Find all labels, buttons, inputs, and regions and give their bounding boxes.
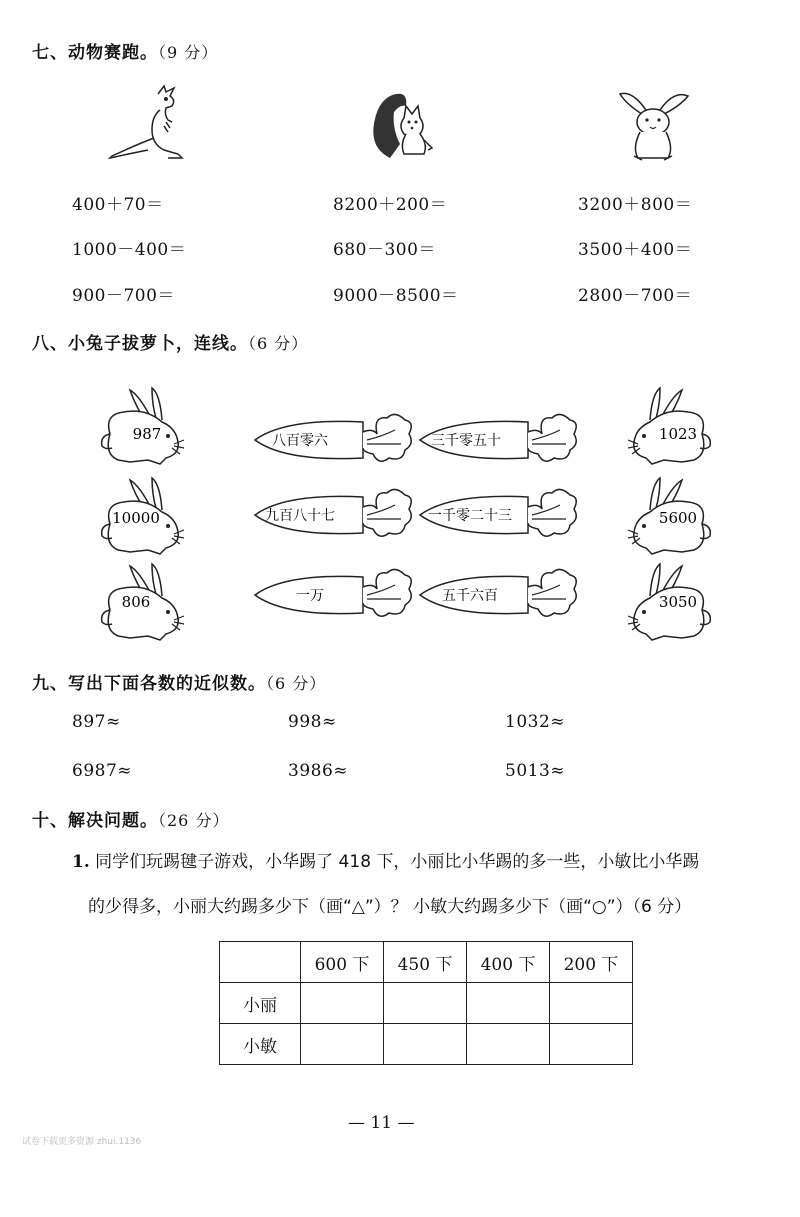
watermark: 试卷下载更多资源 zhui.1136 — [22, 1137, 142, 1147]
section-8-heading — [32, 329, 308, 354]
answer-cell[interactable] — [301, 983, 384, 1024]
equation-item: 3200＋800＝ — [578, 195, 693, 215]
equation-item: 2800－700＝ — [578, 286, 693, 306]
carrot-label: 八百零六 — [272, 433, 328, 449]
answer-cell[interactable] — [467, 983, 550, 1024]
section-7-title: 七、动物赛跑。 — [32, 43, 158, 63]
answer-table — [219, 941, 633, 1065]
table-header-cell: 200 下 — [550, 942, 633, 983]
approx-item: 6987≈ — [72, 761, 133, 781]
equation-item: 680－300＝ — [333, 240, 436, 260]
table-row — [220, 983, 633, 1024]
question-1-line-2: 的少得多，小丽大约踢多少下（画“△”）？ 小敏大约踢多少下（画“○”）（6 分） — [88, 897, 692, 917]
answer-cell[interactable] — [550, 983, 633, 1024]
approx-item: 3986≈ — [288, 761, 349, 781]
left-rabbit-number: 10000 — [112, 509, 160, 527]
approx-item: 5013≈ — [505, 761, 566, 781]
approx-item: 897≈ — [72, 712, 121, 732]
section-9-title: 九、写出下面各数的近似数。 — [32, 674, 266, 694]
carrot-label: 五千六百 — [442, 588, 498, 604]
section-9-points: （6 分） — [266, 674, 327, 693]
left-rabbit-number: 806 — [121, 593, 151, 611]
table-header-cell: 600 下 — [301, 942, 384, 983]
right-rabbit-number: 5600 — [658, 509, 698, 527]
section-10-heading — [32, 806, 229, 831]
page-number: — 11 — — [348, 1113, 415, 1133]
carrot-label: 九百八十七 — [265, 508, 335, 524]
equation-item: 900－700＝ — [72, 286, 175, 306]
table-row — [220, 1024, 633, 1065]
equation-item: 400＋70＝ — [72, 195, 164, 215]
carrot-label: 一千零二十三 — [428, 508, 512, 524]
question-1-text-1: 同学们玩踢毽子游戏，小华踢了 418 下，小丽比小华踢的多一些，小敏比小华踢 — [95, 852, 700, 872]
table-header-cell: 400 下 — [467, 942, 550, 983]
answer-cell[interactable] — [467, 1024, 550, 1065]
section-7-heading — [32, 38, 218, 63]
equation-item: 3500＋400＝ — [578, 240, 693, 260]
approx-item: 1032≈ — [505, 712, 566, 732]
question-1-number: 1. — [72, 852, 90, 872]
table-row-label: 小敏 — [220, 1024, 301, 1065]
equation-item: 8200＋200＝ — [333, 195, 448, 215]
kangaroo-illustration — [108, 82, 190, 164]
right-rabbit-number: 3050 — [658, 593, 698, 611]
equation-item: 9000－8500＝ — [333, 286, 459, 306]
rabbit-carrot-matching — [0, 370, 800, 645]
table-header-cell: 450 下 — [384, 942, 467, 983]
table-corner-cell — [220, 942, 301, 983]
squirrel-illustration — [370, 88, 440, 162]
approx-item: 998≈ — [288, 712, 337, 732]
section-8-points: （6 分） — [248, 334, 309, 353]
table-header-row — [220, 942, 633, 983]
right-rabbit-number: 1023 — [658, 425, 698, 443]
question-1-line-1 — [72, 851, 699, 873]
answer-cell[interactable] — [550, 1024, 633, 1065]
rabbit-illustration — [612, 84, 694, 164]
table-row-label: 小丽 — [220, 983, 301, 1024]
section-10-points: （26 分） — [158, 811, 230, 830]
section-7-points: （9 分） — [158, 43, 219, 62]
answer-cell[interactable] — [384, 983, 467, 1024]
section-8-title: 八、小兔子拔萝卜，连线。 — [32, 334, 248, 354]
left-rabbit-number: 987 — [132, 425, 162, 443]
section-9-heading — [32, 669, 326, 694]
answer-cell[interactable] — [384, 1024, 467, 1065]
equation-item: 1000－400＝ — [72, 240, 187, 260]
answer-cell[interactable] — [301, 1024, 384, 1065]
carrot — [255, 569, 411, 616]
section-10-title: 十、解决问题。 — [32, 811, 158, 831]
carrot-label: 一万 — [296, 588, 324, 604]
carrot-label: 三千零五十 — [431, 433, 501, 449]
